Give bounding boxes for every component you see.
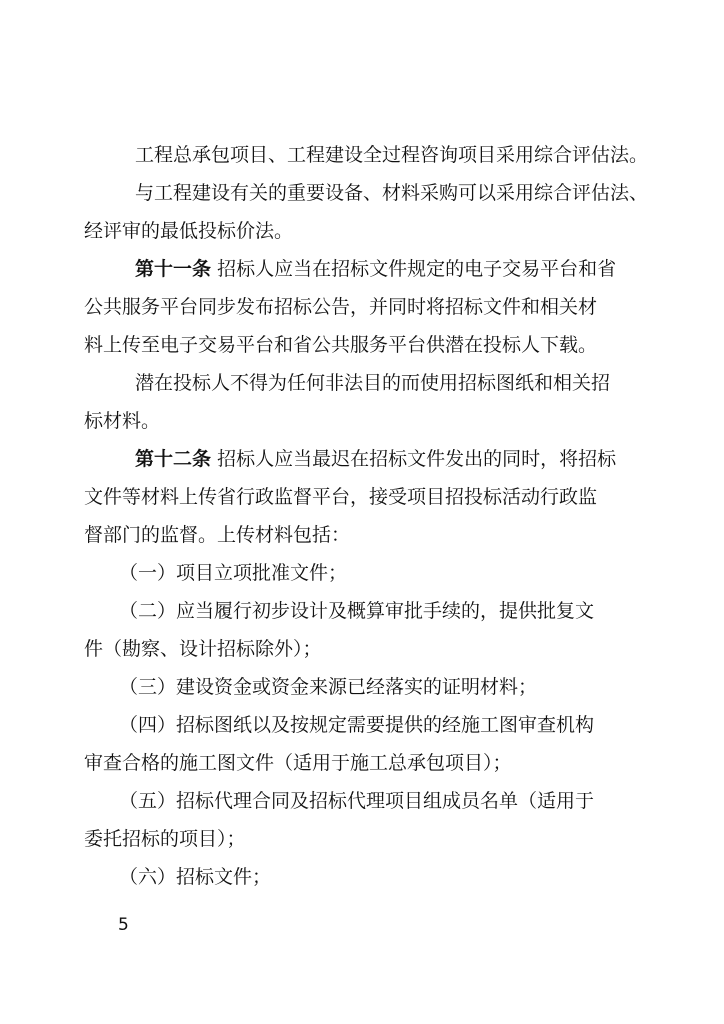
paragraph-text: 招标人应当在招标文件规定的电子交易平台和省 bbox=[217, 258, 617, 280]
list-item-continuation: 件（勘察、设计招标除外）； bbox=[84, 638, 322, 660]
paragraph-text: 招标人应当最迟在招标文件发出的同时，将招标 bbox=[217, 448, 617, 470]
article-heading: 第十二条 bbox=[135, 448, 212, 470]
list-item: （四）招标图纸以及按规定需要提供的经施工图审查机构 bbox=[119, 714, 595, 736]
list-item: （二）应当履行初步设计及概算审批手续的，提供批复文 bbox=[119, 600, 595, 622]
paragraph-line: 与工程建设有关的重要设备、材料采购可以采用综合评估法、 bbox=[135, 182, 649, 204]
paragraph-line: 文件等材料上传省行政监督平台，接受项目招投标活动行政监 bbox=[84, 486, 598, 508]
paragraph-line: 督部门的监督。上传材料包括： bbox=[84, 524, 351, 546]
list-item-continuation: 委托招标的项目）； bbox=[84, 828, 246, 850]
list-item-continuation: 审查合格的施工图文件（适用于施工总承包项目）； bbox=[84, 752, 512, 774]
list-item: （三）建设资金或资金来源已经落实的证明材料； bbox=[119, 676, 538, 698]
list-item: （五）招标代理合同及招标代理项目组成员名单（适用于 bbox=[119, 790, 595, 812]
paragraph-line: 公共服务平台同步发布招标公告，并同时将招标文件和相关材 bbox=[84, 296, 598, 318]
paragraph-line: 经评审的最低投标价法。 bbox=[84, 220, 294, 242]
list-item: （一）项目立项批准文件； bbox=[119, 562, 348, 584]
paragraph-line: 料上传至电子交易平台和省公共服务平台供潜在投标人下载。 bbox=[84, 334, 598, 356]
paragraph-line: 潜在投标人不得为任何非法目的而使用招标图纸和相关招 bbox=[135, 372, 611, 394]
paragraph-line: 标材料。 bbox=[84, 410, 161, 432]
page-number: 5 bbox=[118, 915, 129, 935]
list-item: （六）招标文件； bbox=[119, 866, 272, 888]
article-heading: 第十一条 bbox=[135, 258, 212, 280]
paragraph-line: 工程总承包项目、工程建设全过程咨询项目采用综合评估法。 bbox=[135, 144, 649, 166]
paragraph-line bbox=[135, 444, 616, 474]
paragraph-line bbox=[135, 254, 616, 284]
